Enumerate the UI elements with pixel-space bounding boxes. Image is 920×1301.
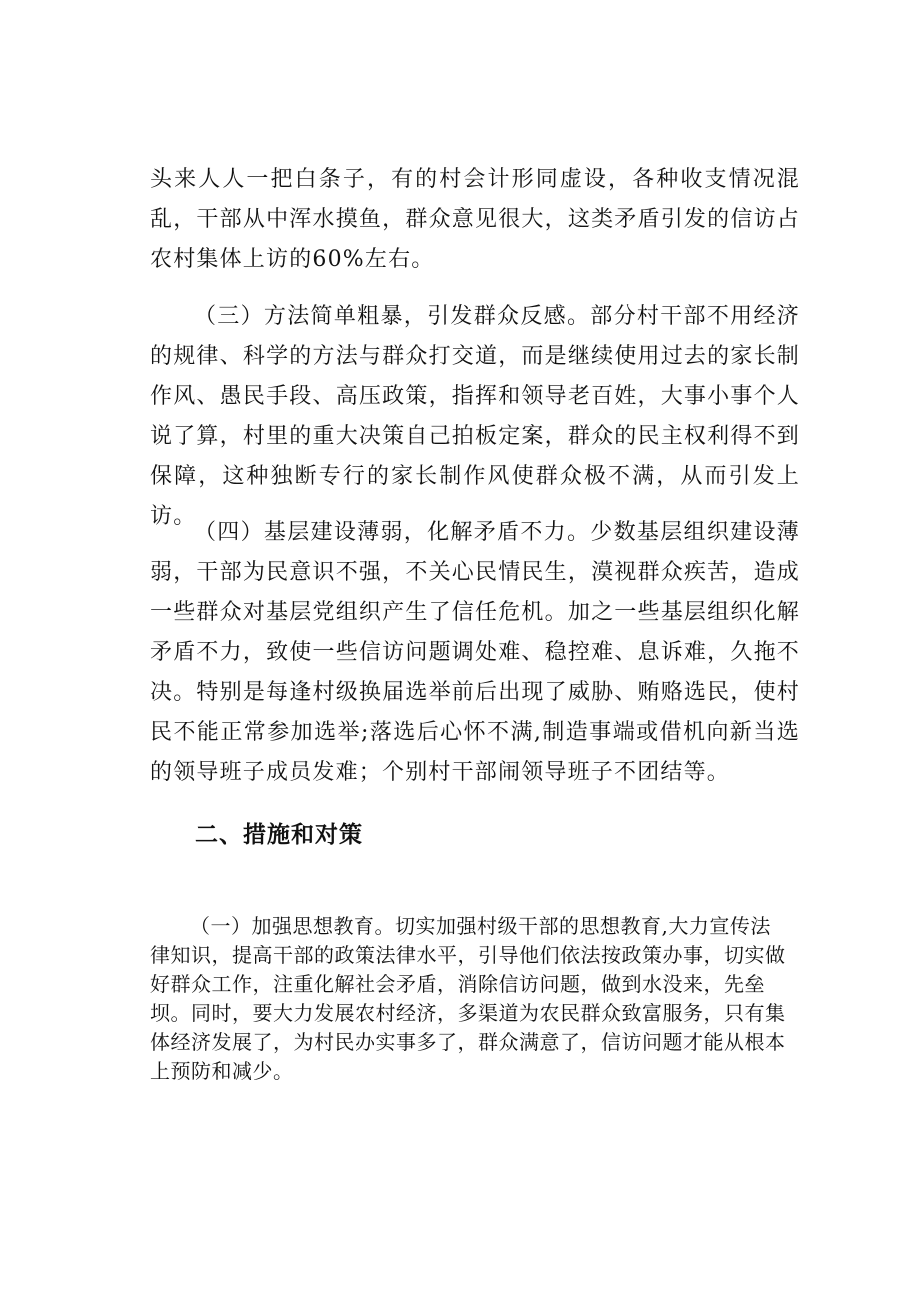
paragraph-ideological-education: （一）加强思想教育。切实加强村级干部的思想教育,大力宣传法律知识，提高干部的政策法律水平，引导他们依法按政策办事，切实做好群众工作，注重化解社会矛盾，消除信访问题，做到水没来，先垒坝。同时，要大力发展农村经济，多渠道为农民群众致富服务，只有集体经济发展了，为村民办实事多了，群众满意了，信访问题才能从根本上预防和减少。 bbox=[150, 914, 786, 1083]
paragraph-continuation: 头来人人一把白条子，有的村会计形同虚设，各种收支情况混乱，干部从中浑水摸鱼，群众意见很大，这类矛盾引发的信访占农村集体上访的60%左右。 bbox=[150, 167, 800, 272]
paragraph-grassroots-issue: （四）基层建设薄弱，化解矛盾不力。少数基层组织建设薄弱，干部为民意识不强，不关心民情民生，漠视群众疾苦，造成一些群众对基层党组织产生了信任危机。加之一些基层组织化解矛盾不力，致使一些信访问题调处难、稳控难、息诉难，久拖不决。特别是每逢村级换届选举前后出现了威胁、贿赂选民，使村民不能正常参加选举;落选后心怀不满,制造事端或借机向新当选的领导班子成员发难；个别村干部闹领导班子不团结等。 bbox=[150, 520, 800, 785]
paragraph-method-issue: （三）方法简单粗暴，引发群众反感。部分村干部不用经济的规律、科学的方法与群众打交道，而是继续使用过去的家长制作风、愚民手段、高压政策，指挥和领导老百姓，大事小事个人说了算，村里的重大决策自己拍板定案，群众的民主权利得不到保障，这种独断专行的家长制作风使群众极不满，从而引发上访。 bbox=[150, 304, 800, 529]
section-heading: 二、措施和对策 bbox=[195, 822, 363, 848]
